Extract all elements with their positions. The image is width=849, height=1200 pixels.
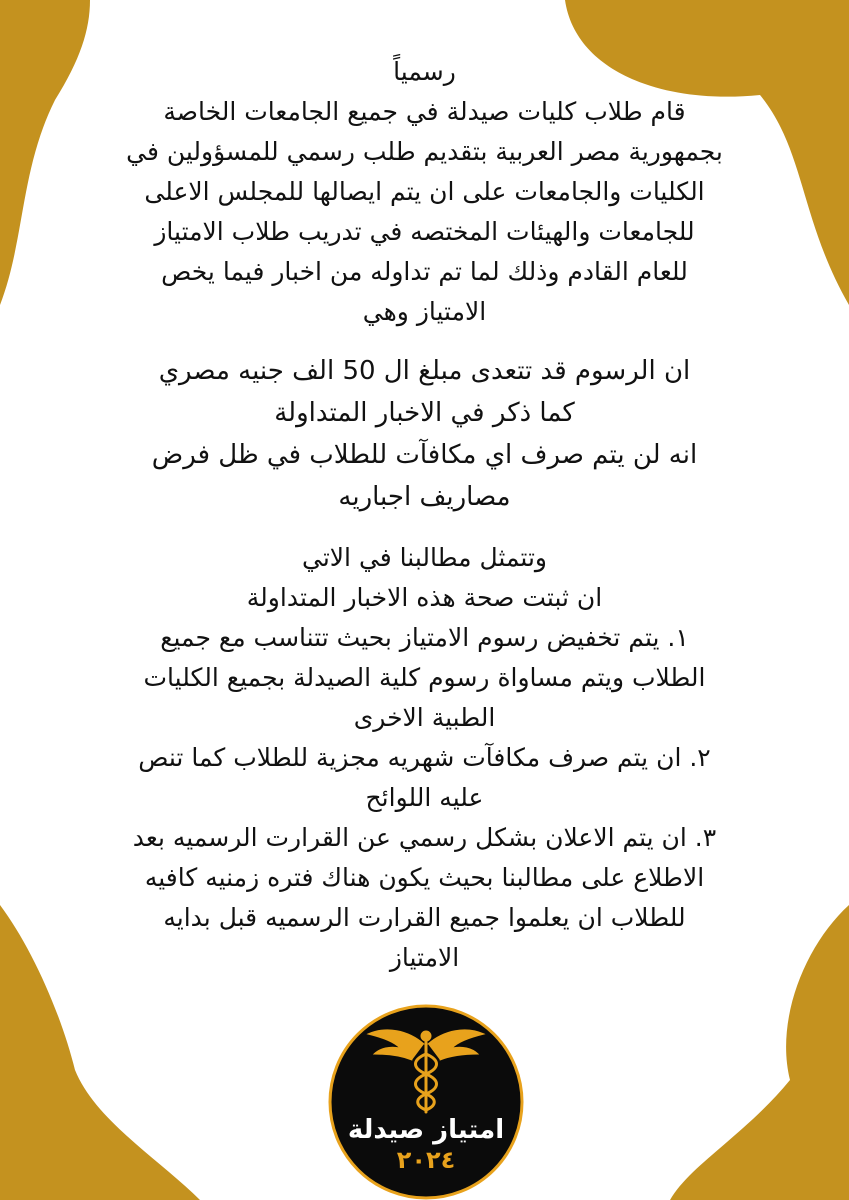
- demands-line: ١. يتم تخفيض رسوم الامتياز بحيث تتناسب مع جميع: [160, 623, 689, 652]
- demands-line: الاطلاع على مطالبنا بحيث يكون هناك فتره زمنيه كافيه: [144, 863, 705, 892]
- badge-title: امتياز صيدلة: [347, 1115, 505, 1145]
- demands-line: الامتياز: [389, 943, 460, 972]
- pharmacy-badge: [328, 1004, 524, 1200]
- demands-line: عليه اللوائح: [365, 783, 484, 812]
- demands-line: وتتمثل مطالبنا في الاتي: [302, 543, 547, 572]
- demands-line: ان ثبتت صحة هذه الاخبار المتداولة: [246, 583, 603, 612]
- demands-line: ٣. ان يتم الاعلان بشكل رسمي عن القرارت الرسميه بعد: [132, 823, 717, 852]
- intro-line: الكليات والجامعات على ان يتم ايصالها للمجلس الاعلى: [144, 177, 705, 206]
- demands-line: ٢. ان يتم صرف مكافآت شهريه مجزية للطلاب كما تنص: [138, 743, 711, 772]
- demands-line: الطبية الاخرى: [353, 703, 496, 732]
- intro-line: رسمياً: [393, 57, 456, 86]
- facts-line: انه لن يتم صرف اي مكافآت للطلاب في ظل فرض: [151, 440, 698, 470]
- intro-line: قام طلاب كليات صيدلة في جميع الجامعات الخاصة: [163, 97, 686, 126]
- facts-paragraph: [100, 350, 749, 518]
- intro-line: للعام القادم وذلك لما تم تداوله من اخبار فيما يخص: [161, 257, 688, 286]
- badge-year: ٢٠٢٤: [396, 1146, 456, 1174]
- facts-line: مصاريف اجباريه: [338, 482, 511, 512]
- demands-list: [100, 538, 749, 978]
- facts-line: ان الرسوم قد تتعدى مبلغ ال 50 الف جنيه مصري: [158, 356, 691, 386]
- intro-paragraph: [100, 52, 749, 332]
- demands-line: الطلاب ويتم مساواة رسوم كلية الصيدلة بجميع الكليات: [143, 663, 706, 692]
- demands-line: للطلاب ان يعلموا جميع القرارت الرسميه قبل بدايه: [163, 903, 686, 932]
- intro-line: للجامعات والهيئات المختصه في تدريب طلاب الامتياز: [154, 217, 695, 246]
- intro-line: بجمهورية مصر العربية بتقديم طلب رسمي للمسؤولين في: [126, 137, 723, 166]
- facts-line: كما ذكر في الاخبار المتداولة: [274, 398, 575, 428]
- letter-document: [100, 52, 749, 978]
- intro-line: الامتياز وهي: [362, 297, 487, 326]
